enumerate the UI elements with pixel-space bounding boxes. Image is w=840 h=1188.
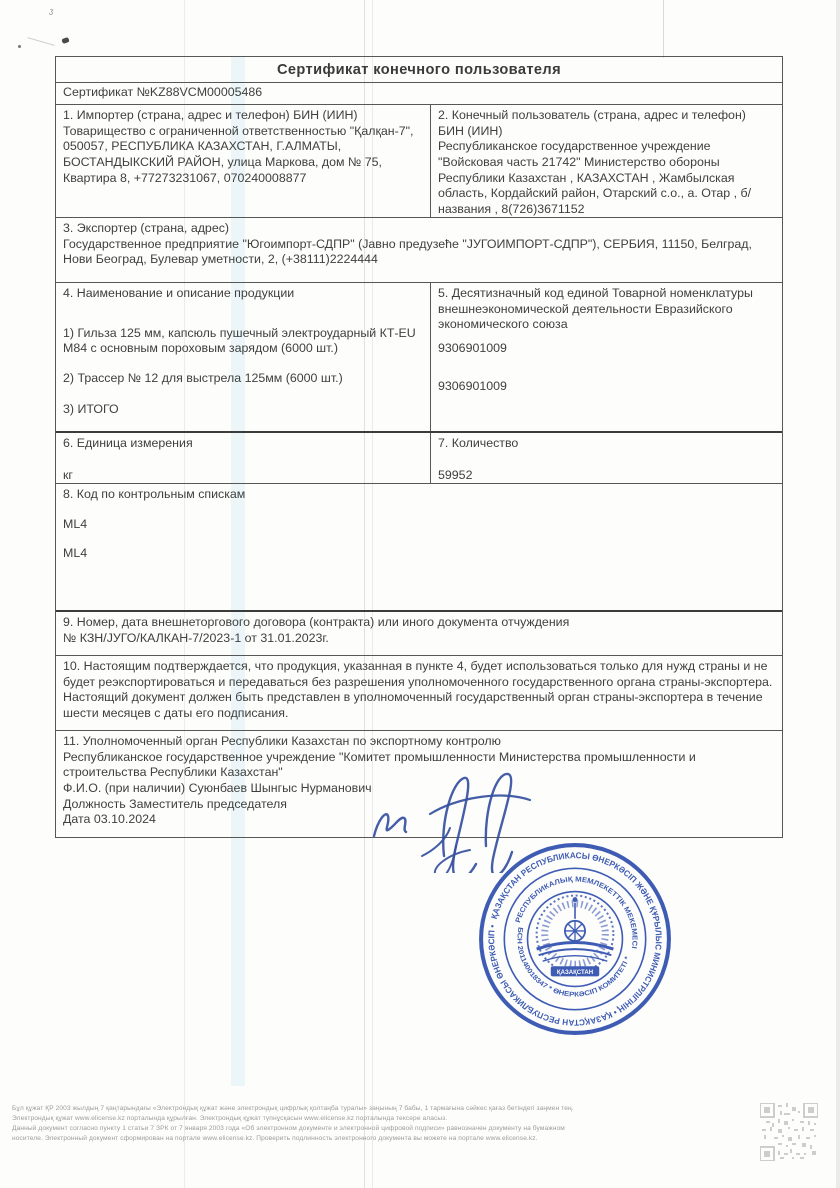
authority-org: Республиканское государственное учреждение "Комитет промышленности Министерства промышленности и строительства Республики Казахстан" bbox=[63, 749, 696, 780]
hs-codes-label: 5. Десятизначный код единой Товарной номенклатуры внешнеэкономической деятельности Евразийского экономического союза bbox=[438, 286, 753, 332]
cell-declaration bbox=[56, 656, 782, 731]
certificate-number: Сертификат №KZ88VCM00005486 bbox=[56, 83, 782, 105]
cell-exporter bbox=[56, 218, 782, 283]
title-row bbox=[56, 57, 782, 83]
unit-value: кг bbox=[63, 467, 73, 482]
hs-code: 9306901009 bbox=[438, 340, 507, 355]
importer-value: Товарищество с ограниченной ответственностью "Қалқан-7", 050057, РЕСПУБЛИКА КАЗАХСТАН, Г.АЛМАТЫ, БОСТАНДЫКСКИЙ РАЙОН, улица Маркова, дом № 75, Квартира 8, +77273231067, 070240008877 bbox=[63, 123, 414, 185]
contract-label: 9. Номер, дата внешнеторгового договора (контракта) или иного документа отчуждения bbox=[63, 615, 570, 629]
cell-hs-codes bbox=[431, 283, 782, 431]
product-item: 2) Трассер № 12 для выстрела 125мм (6000 шт.) bbox=[63, 370, 343, 385]
authority-date: Дата 03.10.2024 bbox=[63, 812, 156, 827]
cell-unit bbox=[56, 433, 431, 483]
stamp-outer-text: ҚАЗАҚСТАН РЕСПУБЛИКАСЫ ӨНЕРКӘСІП ЖӘНЕ ҚҰРЫЛЫС МИНИСТРЛІГІНІҢ • ҚАЗАҚСТАН РЕСПУБЛИКАСЫ ӨНЕРКӘСІП • bbox=[486, 850, 664, 1028]
quantity-value: 59952 bbox=[438, 467, 473, 482]
cell-quantity bbox=[431, 433, 782, 483]
control-list-label: 8. Код по контрольным спискам bbox=[63, 487, 246, 501]
authority-fio: Ф.И.О. (при наличии) Суюнбаев Шынгыс Нурманович bbox=[63, 780, 372, 795]
importer-label: 1. Импортер (страна, адрес и телефон) БИН (ИИН) bbox=[63, 108, 358, 122]
row-unit-quantity bbox=[56, 433, 782, 484]
exporter-value: Государственное предприятие "Югоимпорт-СДПР" (Јавно предузеће "ЈУГОИМПОРТ-СДПР"), СЕРБИЯ, 11150, Белград, Нови Београд, Булевар уметности, 2, (+38111)2224444 bbox=[63, 236, 752, 267]
fine-print-line: Данный документ согласно пункту 1 статьи 7 ЗРК от 7 января 2003 года «Об электронном документе и электронной цифровой подписи» равнозначен документу на бумажном bbox=[12, 1125, 565, 1132]
fine-print-line: носителе. Электронный документ сформирован на портале www.elicense.kz. Проверить подлинность электронного документа вы можете на портале www.elicense.kz. bbox=[12, 1135, 538, 1142]
cell-products bbox=[56, 283, 431, 431]
row-products-codes bbox=[56, 283, 782, 433]
ink-artifact bbox=[61, 37, 69, 44]
cell-contract bbox=[56, 612, 782, 656]
ink-artifact: ᶾ bbox=[47, 6, 55, 20]
authority-position: Должность Заместитель председателя bbox=[63, 796, 287, 811]
products-label: 4. Наименование и описание продукции bbox=[63, 286, 295, 300]
cell-end-user bbox=[431, 105, 782, 217]
footer-fine-print bbox=[12, 1104, 672, 1144]
exporter-label: 3. Экспортер (страна, адрес) bbox=[63, 221, 230, 235]
document-title: Сертификат конечного пользователя bbox=[276, 62, 562, 78]
control-list-code: ML4 bbox=[63, 546, 88, 561]
cell-control-list bbox=[56, 484, 782, 612]
stamp-center-label: ҚАЗАҚСТАН bbox=[556, 969, 594, 976]
certificate-table bbox=[55, 56, 783, 838]
fine-print-line: Электрондық құжат www.elicense.kz порталында құрылған. Электрондық құжат түпнұсқасын www.elicense.kz порталында тексере аласыз. bbox=[12, 1115, 448, 1122]
row-importer-enduser bbox=[56, 105, 782, 218]
declaration-text: 10. Настоящим подтверждается, что продукция, указанная в пункте 4, будет использоваться только для нужд страны и не будет реэкспортироваться и передаваться без разрешения уполномоченного государственного органа страны-экспортера. Настоящий документ должен быть представлен в уполномоченный государственный орган страны-экспортера в течение шести месяцев с даты его подписания. bbox=[63, 659, 773, 720]
fine-print-line: Бұл құжат ҚР 2003 жылдың 7 қаңтарындағы «Электрондық құжат және электрондық цифрлық қолтаңба туралы» заңының 7 бабы, 1 тармағына сәйкес қағаз бетіндегі заңмен тең. bbox=[12, 1105, 574, 1112]
paper-crease-line bbox=[663, 0, 664, 58]
product-item: 1) Гильза 125 мм, капсюль пушечный электроударный КТ-EU М84 с основным пороховым зарядом (6000 шт.) bbox=[63, 325, 416, 356]
stamp-inner-bottom-text: БСН 201140018347 * ӨНЕРКӘСІП КОМИТЕТІ * bbox=[515, 926, 632, 999]
unit-label: 6. Единица измерения bbox=[63, 436, 193, 450]
quantity-label: 7. Количество bbox=[438, 436, 519, 450]
end-user-value: Республиканское государственное учреждение "Войсковая часть 21742" Министерство обороны Республики Казахстан , КАЗАХСТАН , Жамбылская область, Кордайский район, Отарский с.о., а. Отар , б/названия , 8(726)3671152 bbox=[438, 139, 752, 216]
hs-code: 9306901009 bbox=[438, 378, 507, 393]
cell-importer bbox=[56, 105, 431, 217]
scan-edge-shadow bbox=[836, 0, 840, 1188]
cell-authority bbox=[56, 731, 782, 836]
ink-artifact bbox=[18, 45, 21, 48]
end-user-label: 2. Конечный пользователь (страна, адрес и телефон) БИН (ИИН) bbox=[438, 108, 746, 138]
state-emblem bbox=[537, 896, 614, 977]
contract-value: № КЗН/ЈУГО/КАЛКАН-7/2023-1 от 31.01.2023г. bbox=[63, 630, 329, 645]
stamp-inner-top-text: РЕСПУБЛИКАЛЫҚ МЕМЛЕКЕТТІК МЕКЕМЕСІ bbox=[514, 876, 638, 949]
ink-artifact bbox=[27, 37, 54, 46]
authority-label: 11. Уполномоченный орган Республики Казахстан по экспортному контролю bbox=[63, 734, 501, 748]
qr-code bbox=[760, 1103, 818, 1161]
control-list-code: ML4 bbox=[63, 516, 88, 531]
official-round-stamp bbox=[474, 838, 676, 1040]
product-item: 3) ИТОГО bbox=[63, 401, 119, 416]
